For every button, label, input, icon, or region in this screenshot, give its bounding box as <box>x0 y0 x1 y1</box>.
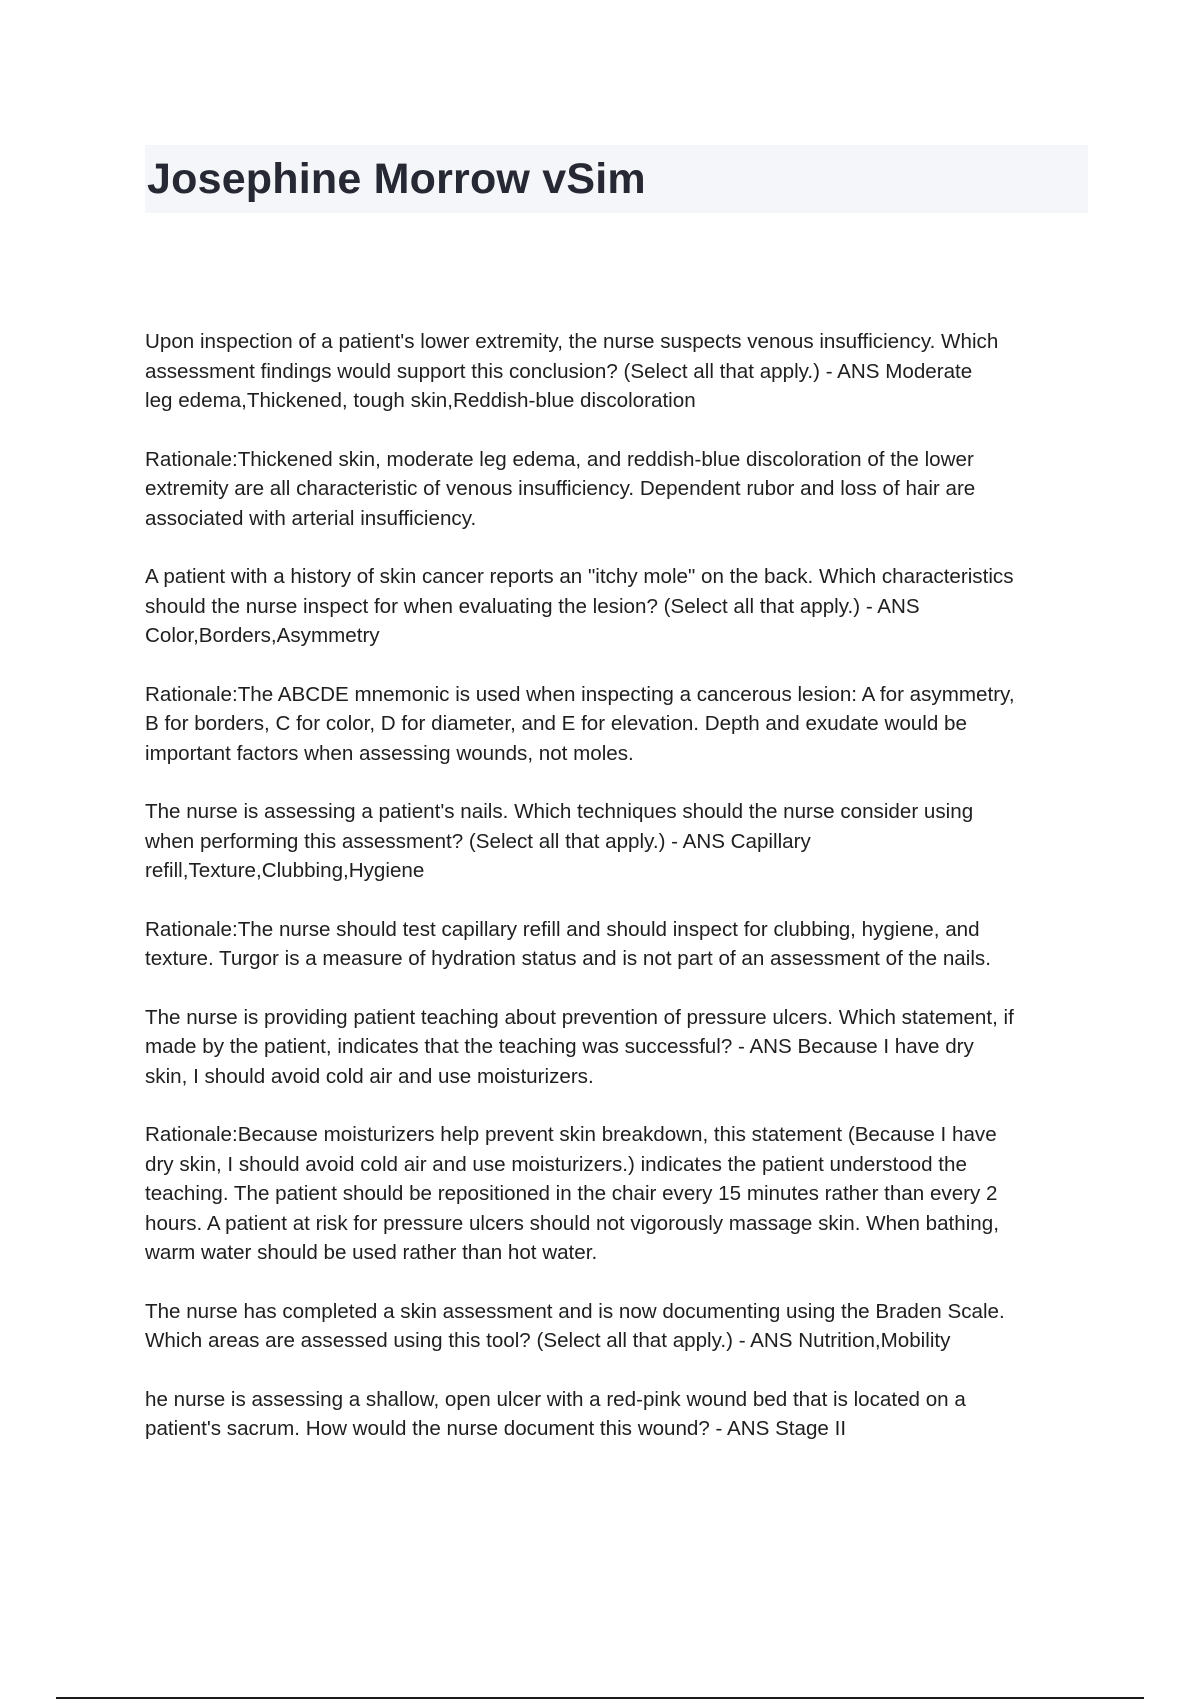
question-paragraph: The nurse has completed a skin assessment and is now documenting using the Braden Scale. Which areas are assessed using this tool? (Select all that apply.) - ANS Nutrition,Mobility <box>145 1299 1005 1352</box>
question-paragraph: Upon inspection of a patient's lower extremity, the nurse suspects venous insufficiency. Which assessment findings would support this conclusion? (Select all that apply.) - ANS Moderate leg edema,Thickened, tough skin,Reddish-blue discoloration <box>145 330 999 412</box>
title-banner <box>145 145 1088 213</box>
question-paragraph: The nurse is assessing a patient's nails. Which techniques should the nurse consider using when performing this assessment? (Select all that apply.) - ANS Capillary refill,Texture,Clubbing,Hygiene <box>145 800 974 882</box>
rationale-paragraph: Rationale:The nurse should test capillary refill and should inspect for clubbing, hygiene, and texture. Turgor is a measure of hydration status and is not part of an assessment of the nails. <box>145 917 991 970</box>
rationale-paragraph: Rationale:Because moisturizers help prevent skin breakdown, this statement (Because I have dry skin, I should avoid cold air and use moisturizers.) indicates the patient understood the teaching. The patient should be repositioned in the chair every 15 minutes rather than every 2 hours. A patient at risk for pressure ulcers should not vigorously massage skin. When bathing, warm water should be used rather than hot water. <box>145 1123 999 1264</box>
document-body <box>145 327 1095 1473</box>
document-title: Josephine Morrow vSim <box>147 155 646 203</box>
page-bottom-divider <box>56 1697 1144 1699</box>
rationale-paragraph: Rationale:Thickened skin, moderate leg edema, and reddish-blue discoloration of the lower extremity are all characteristic of venous insufficiency. Dependent rubor and loss of hair are associated with arterial insufficiency. <box>145 447 976 530</box>
rationale-paragraph: Rationale:The ABCDE mnemonic is used when inspecting a cancerous lesion: A for asymmetry, B for borders, C for color, D for diameter, and E for elevation. Depth and exudate would be important factors when assessing wounds, not moles. <box>145 682 1015 765</box>
question-paragraph: The nurse is providing patient teaching about prevention of pressure ulcers. Which statement, if made by the patient, indicates that the teaching was successful? - ANS Because I have dry skin, I should avoid cold air and use moisturizers. <box>145 1005 1014 1088</box>
question-paragraph: A patient with a history of skin cancer reports an "itchy mole" on the back. Which characteristics should the nurse inspect for when evaluating the lesion? (Select all that apply.) - ANS Color,Borders,Asymmetry <box>145 565 1014 647</box>
question-paragraph: he nurse is assessing a shallow, open ulcer with a red-pink wound bed that is located on a patient's sacrum. How would the nurse document this wound? - ANS Stage II <box>145 1387 966 1440</box>
